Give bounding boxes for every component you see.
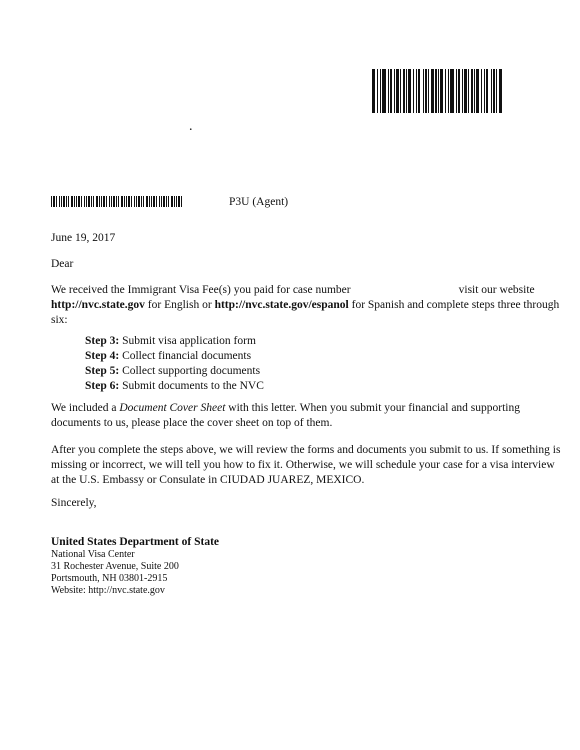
intro-text-5: for Spanish and complete steps three through six: bbox=[51, 299, 560, 326]
url-english-link[interactable]: http://nvc.state.gov bbox=[51, 299, 145, 311]
step-text: Collect supporting documents bbox=[122, 365, 261, 377]
salutation: Dear bbox=[51, 258, 74, 270]
step-item bbox=[85, 334, 264, 349]
intro-text-2: visit our bbox=[458, 284, 497, 296]
step-text: Collect financial documents bbox=[122, 350, 252, 362]
step-item bbox=[85, 349, 264, 364]
step-text: Submit documents to the NVC bbox=[122, 380, 264, 392]
steps-list bbox=[85, 334, 264, 394]
closing: Sincerely, bbox=[51, 497, 97, 509]
intro-text-1: We received the Immigrant Visa Fee(s) you paid for case number bbox=[51, 284, 351, 296]
cover-text-2: with this letter. When you submit your financial and supporting documents to us, please place the cover sheet on top of them. bbox=[51, 402, 520, 429]
intro-text-4: for English or bbox=[147, 299, 212, 311]
url-spanish-link[interactable]: http://nvc.state.gov/espanol bbox=[214, 299, 349, 311]
signature-block bbox=[51, 535, 219, 597]
step-label: Step 6: bbox=[85, 380, 120, 392]
after-paragraph: After you complete the steps above, we will review the forms and documents you submit to us. If something is missing or incorrect, we will tell you how to fix it. Otherwise, we will schedule your case for a visa interview at the U.S. Embassy or Consulate in CIUDAD JUAREZ, MEXICO. bbox=[51, 444, 561, 486]
website-line: Website: http://nvc.state.gov bbox=[51, 585, 165, 596]
cover-sheet-paragraph bbox=[51, 401, 551, 431]
city-address: Portsmouth, NH 03801-2915 bbox=[51, 573, 168, 584]
department-name: United States Department of State bbox=[51, 536, 219, 548]
intro-text-3: website bbox=[499, 284, 535, 296]
street-address: 31 Rochester Avenue, Suite 200 bbox=[51, 561, 179, 572]
stray-dot: . bbox=[189, 119, 193, 134]
step-label: Step 5: bbox=[85, 365, 120, 377]
step-label: Step 4: bbox=[85, 350, 120, 362]
step-item bbox=[85, 379, 264, 394]
barcode-top bbox=[372, 69, 503, 113]
cover-text-1: We included a bbox=[51, 402, 117, 414]
letter-date: June 19, 2017 bbox=[51, 232, 116, 244]
step-label: Step 3: bbox=[85, 335, 120, 347]
center-name: National Visa Center bbox=[51, 549, 135, 560]
agent-label: P3U (Agent) bbox=[229, 196, 289, 208]
barcode-small bbox=[51, 196, 184, 207]
step-item bbox=[85, 364, 264, 379]
cover-sheet-title: Document Cover Sheet bbox=[119, 402, 226, 414]
intro-paragraph bbox=[51, 283, 561, 328]
step-text: Submit visa application form bbox=[122, 335, 256, 347]
